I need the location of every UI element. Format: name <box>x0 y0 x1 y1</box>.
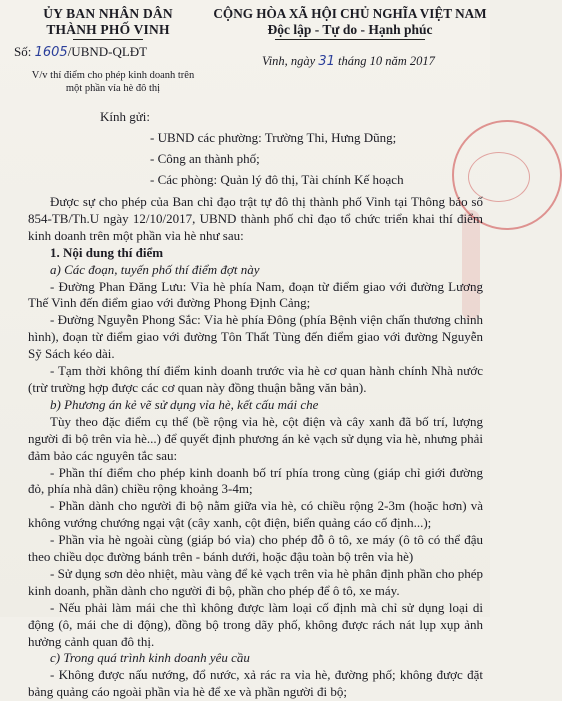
subsection-c-heading: c) Trong quá trình kinh doanh yêu cầu <box>50 650 250 666</box>
national-motto: Độc lập - Tự do - Hạnh phúc <box>267 22 433 37</box>
list-item: - Phần thí điểm cho phép kinh doanh bố trí phía trong cùng (giáp chỉ giới đường đỏ, phía nhà dân) chiều rộng khoảng 3-4m; <box>28 464 483 497</box>
issuer-line-1: ỦY BAN NHÂN DÂN <box>43 6 173 21</box>
recipients-label: Kính gửi: <box>100 109 151 124</box>
date-suffix: tháng 10 năm 2017 <box>338 54 435 68</box>
motto-underline <box>275 39 425 40</box>
list-item: - Sử dụng sơn dẻo nhiệt, màu vàng để kẻ vạch trên vỉa hè phân định phần cho phép kinh doanh, phần dành cho người đi bộ, phần cho phép để ô tô, xe máy. <box>28 565 483 598</box>
issuer-underline <box>73 39 143 40</box>
issuer-line-2: THÀNH PHỐ VINH <box>46 22 170 37</box>
list-item: - Tạm thời không thí điểm kinh doanh trước vỉa hè cơ quan hành chính Nhà nước (trừ trường hợp được các cơ quan này đồng thuận bằng văn bản). <box>28 363 483 395</box>
list-item: - Phần dành cho người đi bộ nằm giữa vỉa hè, có chiều rộng 2-3m (hoặc hơn) và không vướng chướng ngại vật (cây xanh, cột điện, biển quảng cáo cố định...); <box>28 498 483 531</box>
subject-line-2: một phần vỉa hè đô thị <box>65 83 161 94</box>
doc-no-suffix: /UBND-QLĐT <box>67 44 148 59</box>
recipient-item: - UBND các phường: Trường Thi, Hưng Dũng; <box>150 130 397 145</box>
subject-line-1: V/v thí điểm cho phép kinh doanh trên <box>31 70 195 81</box>
doc-no-handwritten: 1605 <box>34 45 68 60</box>
date-line <box>262 54 435 69</box>
national-header <box>212 6 488 40</box>
list-item: - Đường Nguyễn Phong Sắc: Vỉa hè phía Đông (phía Bệnh viện chấn thương chỉnh hình), đoạn từ điểm giao với đường Tôn Thất Tùng đến điểm giao với đường Nguyễn Sỹ Sách kéo dài. <box>28 312 483 362</box>
section-heading: 1. Nội dung thí điểm <box>50 244 164 260</box>
subsection-a-heading: a) Các đoạn, tuyến phố thí điểm đợt này <box>50 261 260 277</box>
subject-line <box>6 69 220 95</box>
document-body <box>28 194 483 701</box>
subsection-b-intro: Tùy theo đặc điểm cụ thể (bề rộng vỉa hè, cột điện và cây xanh đã bố trí, lượng người đi bộ trên vỉa hè...) để quyết định phương án kẻ vạch sử dụng vỉa hè, nhưng phải đảm bảo các nguyên tắc sau: <box>28 413 483 463</box>
list-item: - Phần vỉa hè ngoài cùng (giáp bó vỉa) cho phép đỗ ô tô, xe máy (ô tô có thể đậu theo chiều dọc đường bánh trên - bánh dưới, hoặc đậu toàn bộ trên vỉa hè) <box>28 532 483 565</box>
date-day-handwritten: 31 <box>318 54 335 69</box>
document-number <box>14 44 147 60</box>
list-item: - Nếu phải làm mái che thì không được làm loại cố định mà chỉ sử dụng loại di động (ô, mái che di động), đồng bộ trong dãy phố, không được rách nát lụp xụp ảnh hưởng cảnh quan đô thị. <box>28 599 483 649</box>
issuer-block <box>8 6 208 40</box>
list-item: - Không được nấu nướng, đổ nước, xả rác ra vỉa hè, đường phố; không được đặt bảng quảng cáo ngoài phần vỉa hè để xe và phần người đi bộ; <box>28 667 483 700</box>
recipient-item: - Các phòng: Quản lý đô thị, Tài chính Kế hoạch <box>150 172 404 187</box>
list-item: - Đường Phan Đăng Lưu: Vỉa hè phía Nam, đoạn từ điểm giao với đường Lương Thế Vinh đến điểm giao với đường Phong Định Cảng; <box>28 278 483 311</box>
date-prefix: Vinh, ngày <box>262 54 316 68</box>
doc-no-prefix: Số: <box>14 44 32 59</box>
recipients-list <box>150 127 404 190</box>
intro-paragraph: Được sự cho phép của Ban chỉ đạo trật tự đô thị thành phố Vinh tại Thông báo số 854-TB/Th.U ngày 12/10/2017, UBND thành phố chỉ đạo tổ chức triển khai thí điểm kinh doanh trên một phần vỉa hè như sau: <box>28 194 483 243</box>
recipient-item: - Công an thành phố; <box>150 151 260 166</box>
country-name: CỘNG HÒA XÃ HỘI CHỦ NGHĨA VIỆT NAM <box>213 6 487 21</box>
subsection-b-heading: b) Phương án kẻ vẽ sử dụng vỉa hè, kết cấu mái che <box>50 396 319 412</box>
